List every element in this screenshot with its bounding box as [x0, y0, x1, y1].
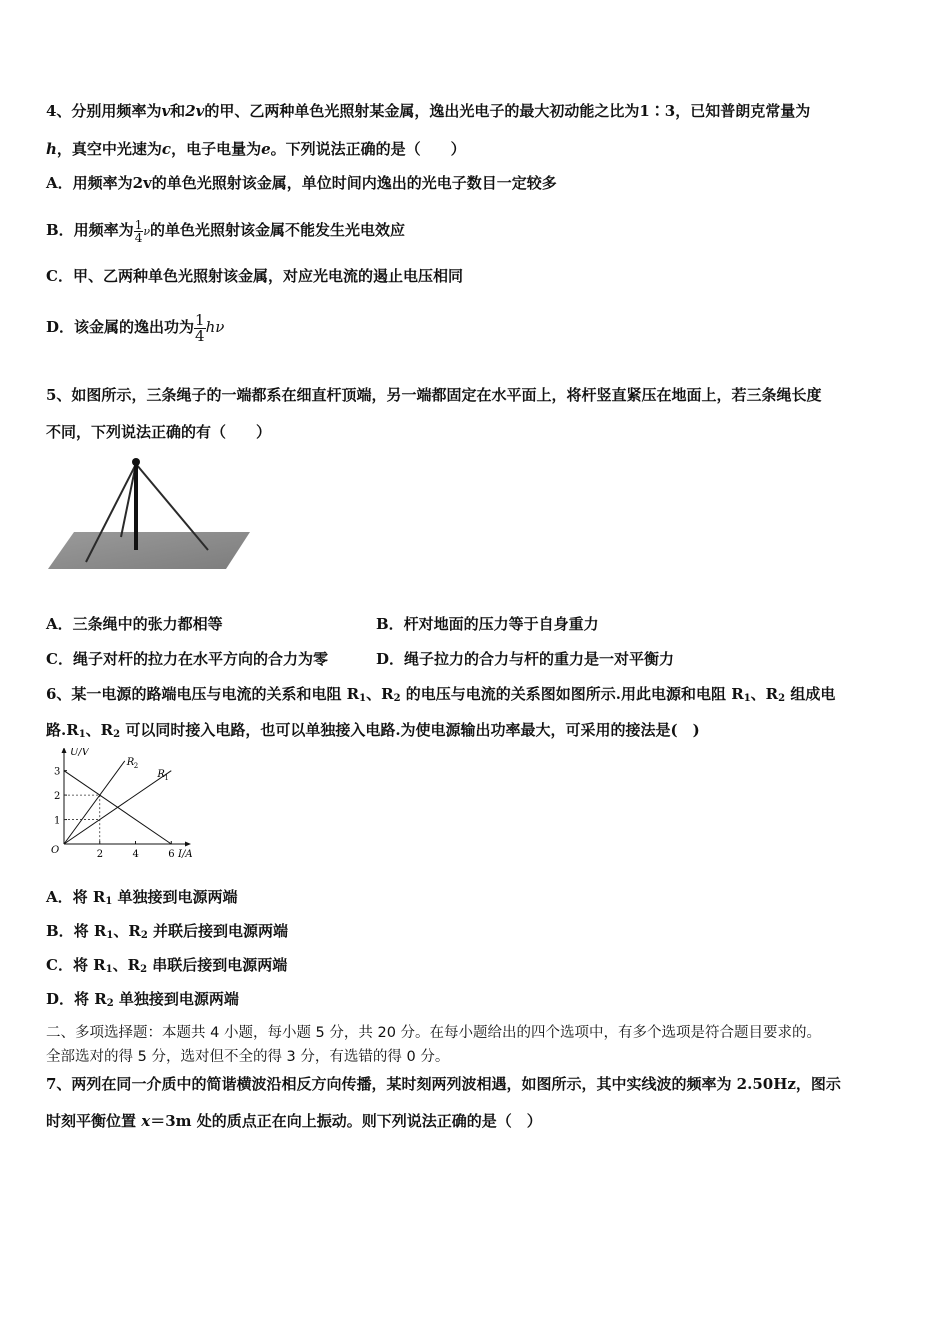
q6-text: 、R — [85, 721, 114, 739]
q4-text: D．该金属的逸出功为 — [46, 318, 195, 336]
q5-option-a: A．三条绳中的张力都相等 — [46, 615, 223, 633]
q4-option-a: A．用频率为2v的单色光照射该金属，单位时间内逸出的光电子数目一定较多 — [46, 174, 557, 192]
y-axis-label: U/V — [70, 748, 90, 758]
origin-label: O — [51, 845, 60, 856]
var-e: e — [261, 140, 271, 158]
label-r1: R — [157, 768, 165, 780]
y-axis-arrow — [62, 748, 67, 753]
series-line-r2 — [64, 761, 125, 844]
frac-den: 4 — [195, 326, 205, 345]
q7-text: ＝3m 处的质点正在向上振动。则下列说法正确的是（ ） — [150, 1112, 542, 1130]
x-tick-label: 6 — [168, 849, 175, 860]
q6-text: 组成电 — [785, 685, 836, 703]
q6-text: 、R — [113, 922, 141, 940]
q6-text: 可以同时接入电路，也可以单独接入电路.为使电源输出功率最大，可采用的接法是( ) — [120, 721, 700, 739]
q6-text: 的电压与电流的关系图如图所示.用此电源和电阻 R — [400, 685, 744, 703]
q6-option-b — [46, 921, 288, 946]
var-c: c — [161, 140, 172, 158]
q6-text: C．将 R — [46, 956, 106, 974]
q6-text: 、R — [750, 685, 779, 703]
x-axis-arrow — [185, 842, 191, 847]
pole-top — [132, 458, 140, 466]
var-2v: 2v — [185, 102, 205, 120]
sub-1: 1 — [359, 693, 367, 704]
q4-option-b — [46, 212, 405, 248]
q6-option-a — [46, 887, 238, 912]
x-axis-label: I/A — [178, 849, 193, 860]
q4-option-d — [46, 304, 224, 350]
sub-2: 2 — [113, 729, 121, 740]
q6-text: 单独接到电源两端 — [113, 990, 239, 1008]
q5-line1: 5、如图所示，三条绳子的一端都系在细直杆顶端，另一端都固定在水平面上，将杆竖直紧压在地面上，若三条绳长度 — [46, 386, 822, 404]
q5-line2: 不同，下列说法正确的有（ ） — [46, 423, 272, 441]
q6-line2 — [46, 720, 700, 745]
q4-line1 — [46, 101, 810, 121]
label-r2-sub: 2 — [133, 761, 139, 770]
section2-heading: 二、多项选择题：本题共 4 小题，每小题 5 分，共 20 分。在每小题给出的四个选项中，有多个选项是符合题目要求的。 — [46, 1025, 822, 1041]
q6-text: 、R — [366, 685, 394, 703]
sub-2: 2 — [393, 693, 401, 704]
pole-ropes-figure — [46, 452, 256, 577]
q4-text: ，真空中光速为 — [56, 140, 162, 158]
section2-scoring: 全部选对的得 5 分，选对但不全的得 3 分，有选错的得 0 分。 — [46, 1049, 450, 1065]
q7-text: 时刻平衡位置 — [46, 1112, 142, 1130]
label-r2: R — [126, 756, 135, 768]
u-i-chart — [46, 748, 206, 864]
q4-text: ，电子电量为 — [171, 140, 262, 158]
sub-2: 2 — [140, 964, 148, 975]
frac-num: 1 — [134, 217, 143, 232]
q6-text: 串联后接到电源两端 — [147, 956, 288, 974]
q6-text: 并联后接到电源两端 — [147, 922, 289, 940]
q6-text: 、R — [112, 956, 141, 974]
x-tick-label: 4 — [132, 849, 139, 860]
rope-middle — [121, 464, 136, 537]
q6-text: 路.R — [46, 721, 79, 739]
q4-option-c: C．甲、乙两种单色光照射该金属，对应光电流的遏止电压相同 — [46, 267, 463, 285]
x-tick-label: 2 — [96, 849, 104, 860]
q4-text: 的甲、乙两种单色光照射某金属，逸出光电子的最大初动能之比为 — [204, 102, 640, 120]
y-tick-label: 3 — [54, 766, 61, 778]
q4-text: 4、分别用频率为 — [46, 102, 162, 120]
q4-line2 — [46, 139, 466, 159]
var-x: x — [141, 1112, 151, 1130]
q4-text: B．用频率为 — [46, 221, 134, 239]
frac-den: 4 — [134, 230, 143, 245]
sub-1: 1 — [106, 930, 114, 941]
y-tick-label: 2 — [54, 791, 61, 803]
q6-text: D．将 R — [46, 990, 107, 1008]
var-nu: ν — [143, 225, 151, 238]
var-h: h — [46, 140, 57, 158]
q4-text: 和 — [170, 102, 186, 120]
sub-2: 2 — [778, 693, 786, 704]
ratio: 1∶3 — [639, 102, 676, 120]
q5-option-d: D．绳子拉力的合力与杆的重力是一对平衡力 — [376, 650, 675, 668]
q6-line1 — [46, 684, 835, 709]
q6-text: A．将 R — [46, 888, 106, 906]
q7-line1: 7、两列在同一介质中的简谐横波沿相反方向传播，某时刻两列波相遇，如图所示，其中实线波的频率为 2.50Hz，图示 — [46, 1075, 841, 1093]
q6-text: B．将 R — [46, 922, 107, 940]
q5-option-c: C．绳子对杆的拉力在水平方向的合力为零 — [46, 650, 328, 668]
sub-2: 2 — [106, 998, 114, 1009]
sub-2: 2 — [140, 930, 148, 941]
q6-option-d — [46, 989, 239, 1014]
fraction-one-quarter — [194, 310, 206, 345]
sub-1: 1 — [105, 896, 113, 907]
label-r1-sub: 1 — [164, 773, 169, 782]
q7-line2 — [46, 1111, 542, 1131]
q6-text: 6、某一电源的路端电压与电流的关系和电阻 R — [46, 685, 360, 703]
q6-option-c — [46, 955, 287, 980]
sub-1: 1 — [743, 693, 751, 704]
q5-option-b: B．杆对地面的压力等于自身重力 — [376, 615, 599, 633]
sub-1: 1 — [78, 729, 86, 740]
var-hnu: hν — [205, 318, 225, 336]
var-v: v — [161, 102, 171, 120]
q6-text: 单独接到电源两端 — [112, 888, 238, 906]
ground-plane — [48, 532, 250, 569]
q4-text: 的单色光照射该金属不能发生光电效应 — [150, 221, 406, 239]
fraction-one-quarter — [134, 219, 144, 244]
q4-text: 。下列说法正确的是（ ） — [270, 140, 466, 158]
q4-text: ，已知普朗克常量为 — [675, 102, 811, 120]
frac-num: 1 — [195, 310, 205, 329]
y-tick-label: 1 — [54, 815, 61, 827]
sub-1: 1 — [105, 964, 113, 975]
